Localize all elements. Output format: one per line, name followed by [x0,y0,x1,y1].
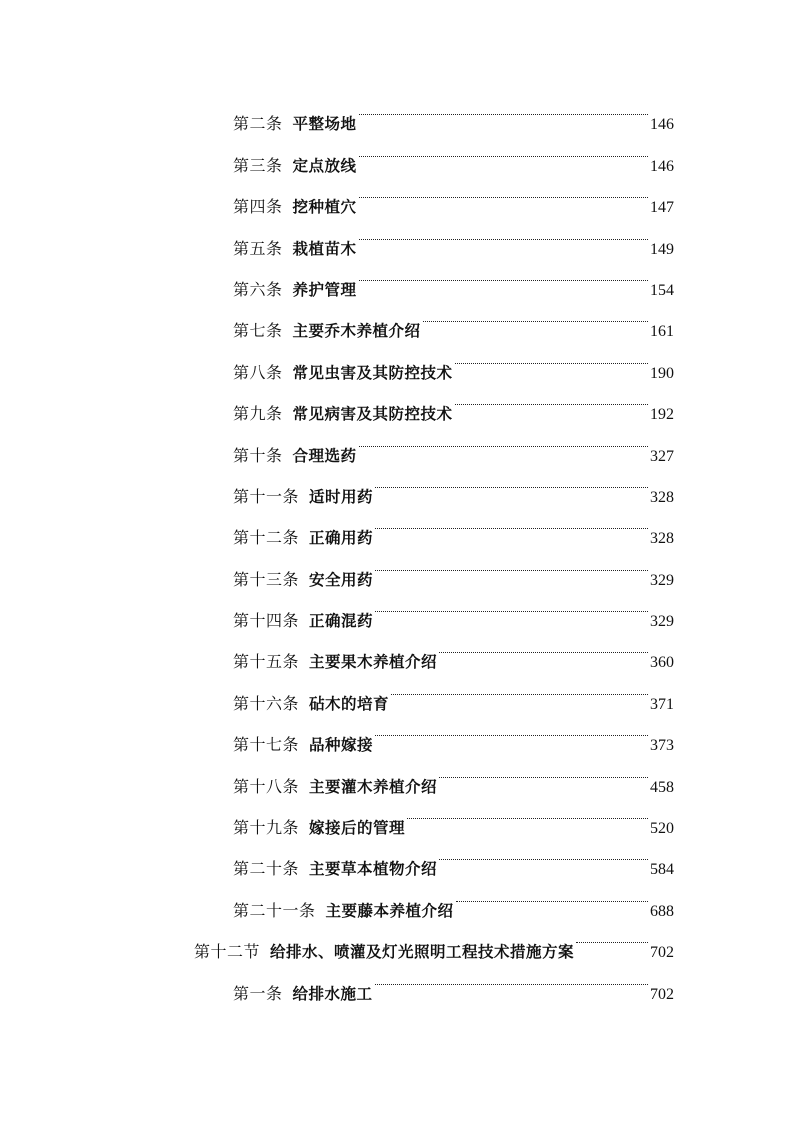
dot-leader [375,957,648,998]
toc-entry-number: 第十五条 [233,652,300,672]
toc-entry-page: 702 [650,985,674,1003]
toc-entry[interactable] [233,750,674,796]
toc-entry[interactable] [233,874,674,920]
toc-entry-number: 第十七条 [233,735,300,755]
toc-entry-number: 第七条 [233,321,283,341]
dot-leader [359,419,648,460]
toc-entry-title: 安全用药 [309,570,374,589]
toc-entry[interactable] [233,254,674,299]
dot-leader [375,585,648,626]
toc-entry-title: 嫁接后的管理 [309,819,406,838]
toc-entry-title: 适时用药 [309,487,374,506]
toc-entry-title: 砧木的培育 [309,694,390,713]
dot-leader [375,543,648,584]
dot-leader [359,88,648,129]
toc-entry-title: 栽植苗木 [292,239,357,258]
toc-entry-page: 192 [650,406,674,424]
toc-entry-number: 第十一条 [233,486,300,506]
toc-entry-title: 给排水施工 [292,984,373,1003]
toc-entry-number: 第十九条 [233,818,300,838]
toc-entry[interactable] [233,295,674,341]
toc-entry-page: 146 [650,157,674,175]
toc-entry[interactable] [233,585,674,631]
dot-leader [359,212,648,253]
dot-leader [439,833,648,874]
dot-leader [455,378,648,419]
toc-entry[interactable] [233,336,674,382]
toc-entry[interactable] [233,502,674,548]
toc-entry-page: 154 [650,281,674,299]
toc-entry-page: 360 [650,654,674,672]
toc-entry-page: 458 [650,778,674,796]
toc-entry-page: 329 [650,613,674,631]
dot-leader [576,916,648,957]
toc-entry-number: 第五条 [233,238,283,258]
toc-entry-page: 190 [650,364,674,382]
toc-entry-page: 327 [650,447,674,465]
dot-leader [391,667,648,708]
toc-entry-page: 373 [650,737,674,755]
toc-entry[interactable] [233,129,674,175]
dot-leader [456,874,648,915]
toc-entry-page: 147 [650,199,674,217]
toc-entry-page: 520 [650,820,674,838]
toc-entry-page: 149 [650,240,674,258]
toc-entry-number: 第三条 [233,155,283,175]
toc-section-entry[interactable] [194,916,674,962]
dot-leader [359,171,648,212]
toc-entry[interactable] [233,833,674,879]
toc-entry-number: 第十六条 [233,693,300,713]
toc-entry-title: 主要果木养植介绍 [309,653,438,672]
toc-entry-title: 定点放线 [292,156,357,175]
toc-entry-title: 养护管理 [292,280,357,299]
toc-entry-page: 146 [650,116,674,134]
toc-entry-number: 第十八条 [233,776,300,796]
toc-entry-title: 正确用药 [309,529,374,548]
dot-leader [455,336,648,377]
toc-entry-title: 正确混药 [309,612,374,631]
toc-entry[interactable] [233,378,674,424]
toc-entry-number: 第二十一条 [233,900,316,920]
toc-entry-title: 平整场地 [292,115,357,134]
toc-entry[interactable] [233,709,674,755]
dot-leader [375,502,648,543]
toc-entry-page: 329 [650,571,674,589]
toc-entry-number: 第十四条 [233,611,300,631]
toc-entry-number: 第六条 [233,279,283,299]
dot-leader [407,792,648,833]
toc-entry[interactable] [233,419,674,465]
toc-entry[interactable] [233,792,674,838]
dot-leader [359,254,648,295]
toc-entry-title: 主要草本植物介绍 [309,860,438,879]
toc-entry-title: 常见虫害及其防控技术 [292,363,453,382]
dot-leader [375,709,648,750]
toc-entry-title: 品种嫁接 [309,736,374,755]
toc-entry-page: 328 [650,530,674,548]
toc-entry-number: 第一条 [233,983,283,1003]
table-of-contents [0,88,793,1003]
toc-entry-number: 第九条 [233,404,283,424]
toc-entry-title: 主要藤本养植介绍 [325,901,454,920]
toc-entry-page: 161 [650,323,674,341]
dot-leader [439,626,648,667]
toc-entry-number: 第十三条 [233,569,300,589]
toc-entry-title: 常见病害及其防控技术 [292,405,453,424]
toc-entry[interactable] [233,957,674,1003]
toc-entry-page: 702 [650,944,674,962]
dot-leader [439,750,648,791]
toc-entry-number: 第十二条 [233,528,300,548]
toc-entry[interactable] [233,626,674,672]
toc-entry-page: 688 [650,902,674,920]
toc-entry-page: 584 [650,861,674,879]
toc-entry-page: 328 [650,488,674,506]
toc-entry-number: 第二十条 [233,859,300,879]
toc-entry-title: 给排水、喷灌及灯光照明工程技术措施方案 [270,943,575,962]
toc-entry-title: 主要乔木养植介绍 [292,322,421,341]
dot-leader [359,129,648,170]
toc-entry-title: 挖种植穴 [292,198,357,217]
toc-entry-number: 第四条 [233,197,283,217]
toc-entry-number: 第十二节 [194,942,261,962]
dot-leader [423,295,648,336]
dot-leader [375,461,648,502]
toc-entry[interactable] [233,543,674,589]
toc-entry[interactable] [233,171,674,217]
toc-entry[interactable] [233,212,674,258]
toc-entry-page: 371 [650,695,674,713]
toc-entry-title: 主要灌木养植介绍 [309,777,438,796]
toc-entry-title: 合理选药 [292,446,357,465]
toc-entry[interactable] [233,667,674,713]
toc-entry-number: 第八条 [233,362,283,382]
toc-entry-number: 第二条 [233,114,283,134]
toc-entry-number: 第十条 [233,445,283,465]
toc-entry[interactable] [233,88,674,134]
toc-entry[interactable] [233,461,674,506]
